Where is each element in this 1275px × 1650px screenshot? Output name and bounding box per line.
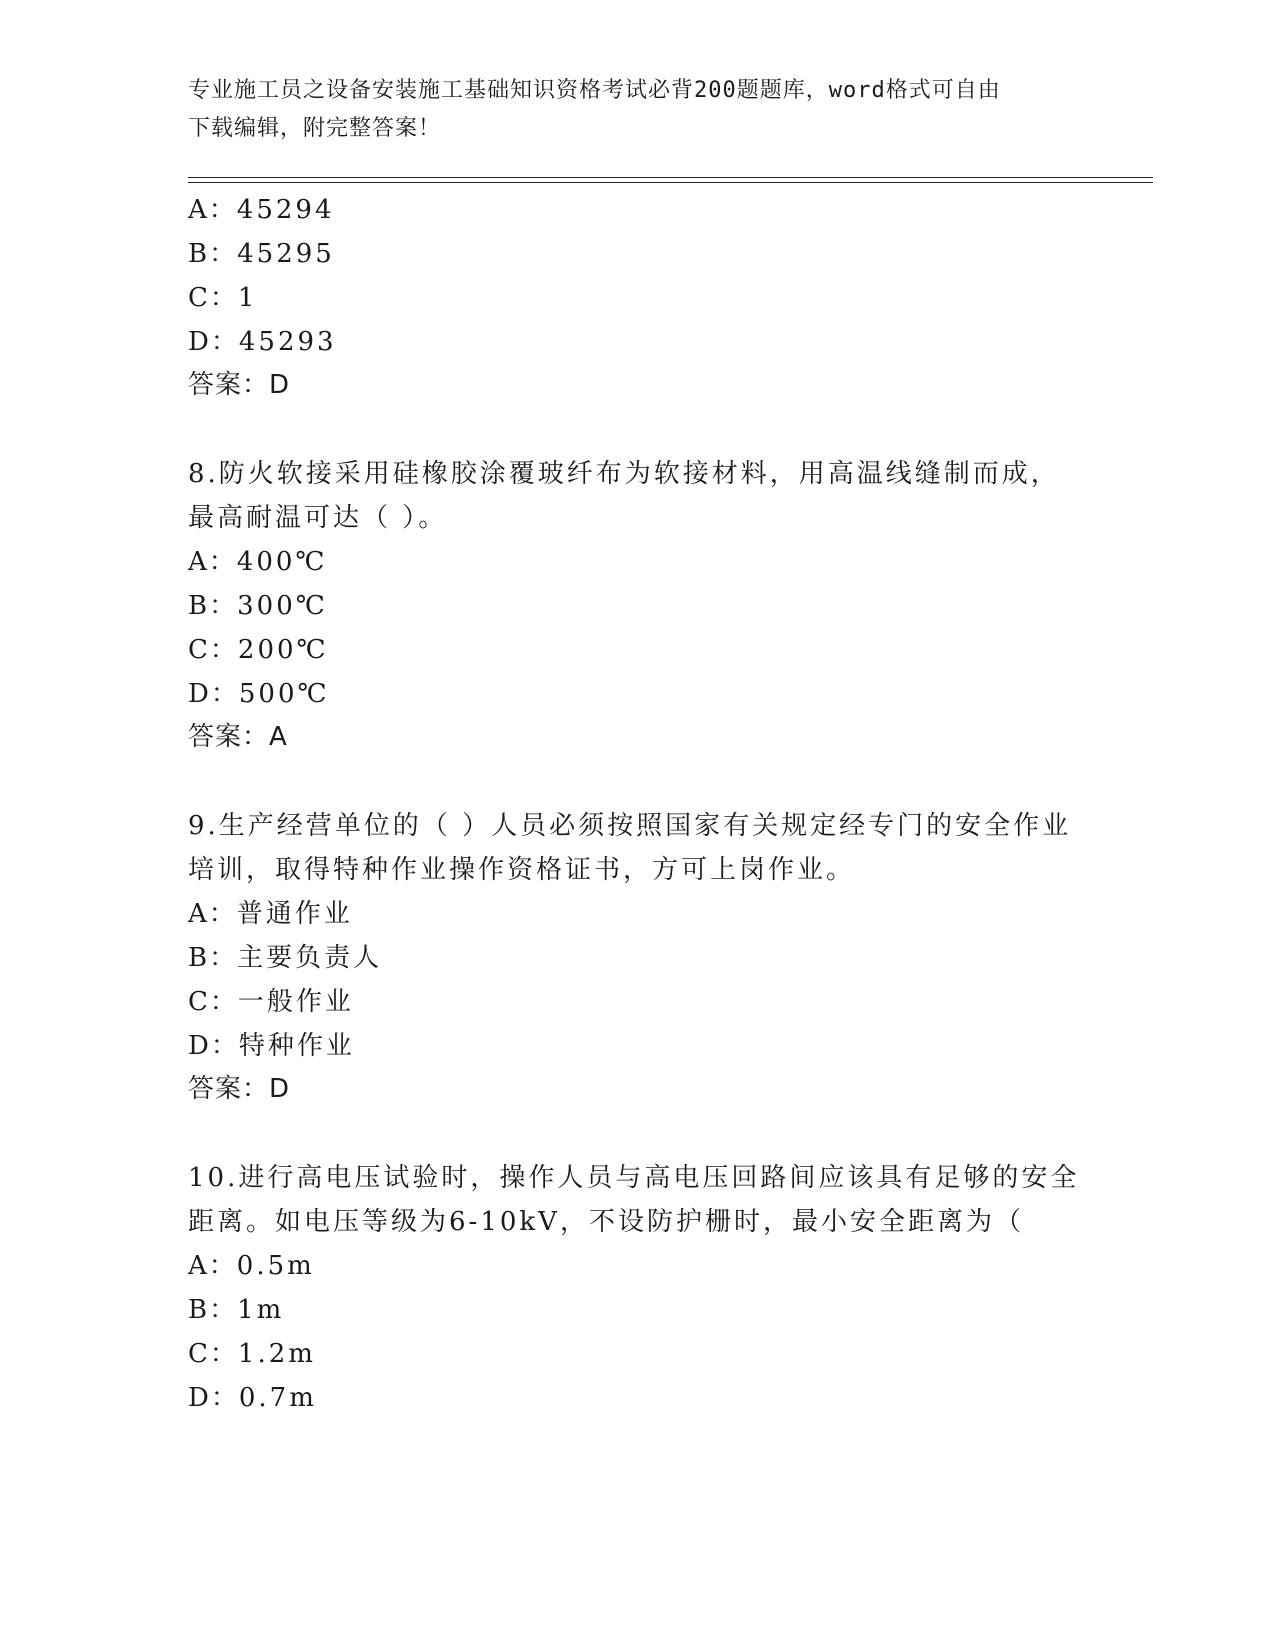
option-c: C：1 bbox=[188, 283, 258, 313]
option-b: B：主要负责人 bbox=[188, 943, 383, 973]
option-d: D：0.7m bbox=[188, 1383, 317, 1413]
question-stem-line: 8.防火软接采用硅橡胶涂覆玻纤布为软接材料，用高温线缝制而成， bbox=[188, 459, 1060, 489]
option-d: D：500℃ bbox=[188, 679, 330, 709]
question-stem-line: 10.进行高电压试验时，操作人员与高电压回路间应该具有足够的安全 bbox=[188, 1163, 1080, 1193]
option-b: B：300℃ bbox=[188, 591, 328, 621]
document-header bbox=[188, 72, 1088, 148]
question-stem-line: 最高耐温可达（ ）。 bbox=[188, 503, 448, 533]
answer-line: 答案：D bbox=[188, 370, 291, 400]
header-divider-bottom bbox=[188, 182, 1153, 183]
answer-line: 答案：D bbox=[188, 1074, 291, 1104]
question-stem-line: 培训，取得特种作业操作资格证书，方可上岗作业。 bbox=[188, 855, 856, 885]
option-d: D：特种作业 bbox=[188, 1031, 355, 1061]
option-d: D：45293 bbox=[188, 327, 337, 357]
question-stem-line: 9.生产经营单位的（ ）人员必须按照国家有关规定经专门的安全作业 bbox=[188, 811, 1072, 841]
header-line-1: 专业施工员之设备安装施工基础知识资格考试必背200题题库，word格式可自由 bbox=[188, 78, 1001, 103]
answer-line: 答案：A bbox=[188, 722, 288, 752]
option-b: B：1m bbox=[188, 1295, 285, 1325]
option-a: A：0.5m bbox=[188, 1251, 315, 1281]
option-a: A：45294 bbox=[188, 195, 335, 225]
option-c: C：1.2m bbox=[188, 1339, 316, 1369]
option-c: C：200℃ bbox=[188, 635, 329, 665]
header-divider-top bbox=[188, 177, 1153, 178]
option-a: A：普通作业 bbox=[188, 899, 353, 929]
option-a: A：400℃ bbox=[188, 547, 328, 577]
option-b: B：45295 bbox=[188, 239, 335, 269]
question-stem-line: 距离。如电压等级为6-10kV，不设防护栅时，最小安全距离为（ bbox=[188, 1207, 1024, 1237]
option-c: C：一般作业 bbox=[188, 987, 354, 1017]
header-line-2: 下载编辑，附完整答案！ bbox=[188, 116, 442, 141]
